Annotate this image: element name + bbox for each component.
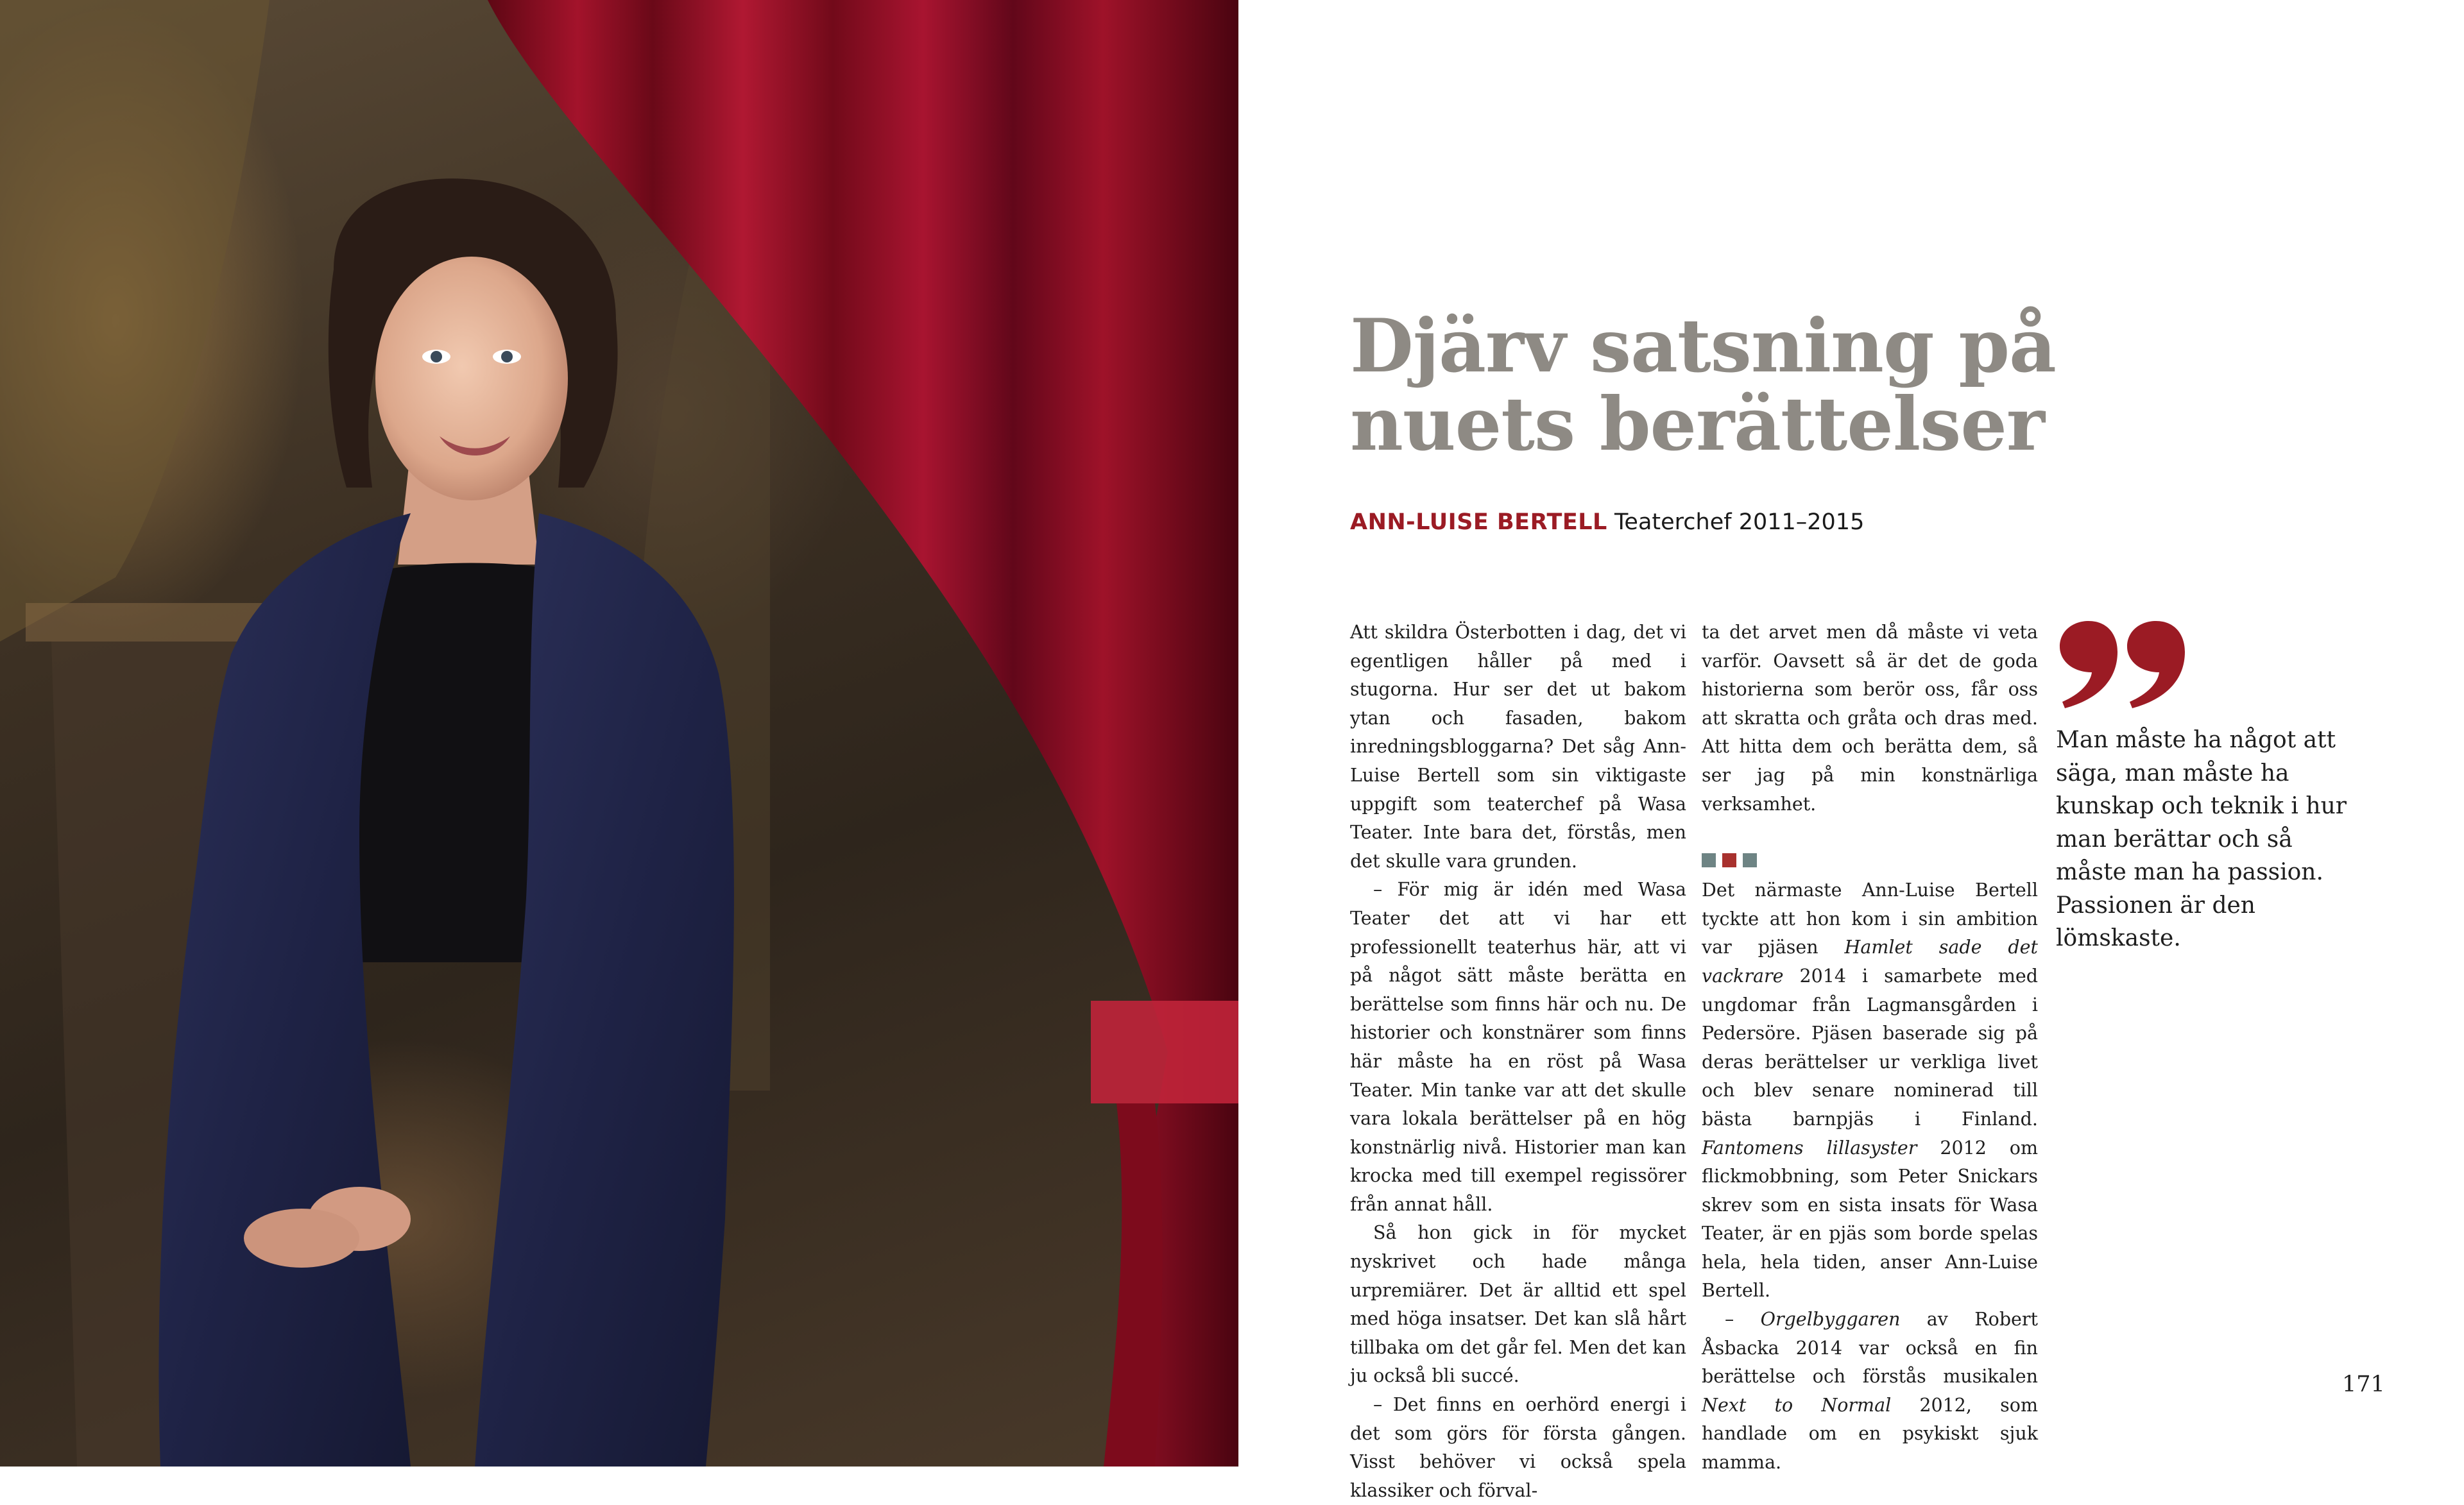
paragraph: Så hon gick in för mycket nyskrivet och hade många urpremiärer. Det är alltid ett spel med höga insatser. Det kan slå hårt tillbaka om det går fel. Men det kan ju också bli succé. (1350, 1222, 1686, 1387)
pull-quote: Man måste ha något att säga, man måste ha kunskap och teknik i hur man berättar och så måste man ha passion. Passionen är den lömskaste. (2056, 727, 2347, 951)
paragraph (1702, 1305, 2038, 1477)
play-title: Orgelbyggaren (1760, 1309, 1901, 1331)
paragraph: ta det arvet men då måste vi veta varför. Oavsett så är det de goda historierna som berör oss, får oss att skratta och gråta och dras med. Att hitta dem och berätta dem, så ser jag på min konstnärliga verksamhet. (1702, 622, 2038, 815)
divider-square (1722, 853, 1736, 867)
text-column-1 (1350, 618, 1686, 1505)
page-number: 171 (2342, 1372, 2385, 1397)
text-run: 2012 om flickmobbning, som Peter Snickars skrev som en sista insats för Wasa Teater, är en pjäs som borde spelas hela, hela tiden, anser Ann-Luise Bertell. (1702, 1137, 2038, 1302)
title-line-1: Djärv satsning på (1350, 303, 2056, 389)
portrait-photo (0, 0, 1238, 1467)
title-line-2: nuets berättelser (1350, 381, 2044, 467)
text-column-2 (1702, 618, 2038, 1477)
play-title: Fantomens lillasyster (1702, 1137, 1917, 1159)
paragraph: – Det finns en oerhörd energi i det som görs för första gången. Visst behöver vi också spela klassiker och förval- (1350, 1394, 1686, 1501)
text-run: av Robert Åsbacka 2014 var också en fin berättelse och förstås musikalen (1702, 1309, 2039, 1388)
article-title (1350, 303, 2120, 467)
paragraph: Att skildra Österbotten i dag, det vi egentligen håller på med i stugorna. Hur ser det ut bakom ytan och fasaden, bakom inredningsbloggarna? Det såg Ann-Luise Bertell som sin viktigaste uppgift som teaterchef på Wasa Teater. Inte bara det, förstås, men det skulle vara grunden. (1350, 622, 1686, 872)
author-name: ANN-LUISE BERTELL (1350, 509, 1607, 535)
paragraph (1702, 876, 2038, 1305)
divider-square (1743, 853, 1757, 867)
text-run: – (1725, 1309, 1761, 1331)
quote-mark-icon (2053, 621, 2188, 711)
paragraph: – För mig är idén med Wasa Teater det att vi har ett professionellt teaterhus här, att vi på något sätt måste berätta en berättelse som finns här och nu. De historier och konstnärer som finns här måste ha en röst på Wasa Teater. Min tanke var att det skulle vara lokala berättelser på en hög konstnärlig nivå. Historier man kan krocka med till exempel regissörer från annat håll. (1350, 879, 1686, 1215)
play-title: Next to Normal (1702, 1394, 1892, 1416)
text-run: Det närmaste Ann-Luise Bertell tyckte att hon kom i sin ambition var pjäsen (1702, 880, 2038, 958)
section-divider (1702, 853, 2038, 867)
byline (1350, 508, 1864, 536)
play-title: Hamlet sade det vackrare (1702, 937, 2038, 987)
text-run: 2014 i samarbete med ungdomar från Lagmansgården i Pedersöre. Pjäsen baserade sig på deras berättelser ur verkliga livet och blev senare nominerad till bästa barnpjäs i Finland. (1702, 965, 2038, 1130)
author-role: Teaterchef 2011–2015 (1614, 509, 1865, 535)
portrait-illustration (0, 0, 1238, 1467)
text-run: 2012, som handlade om en psykiskt sjuk mamma. (1702, 1394, 2038, 1474)
divider-square (1702, 853, 1716, 867)
